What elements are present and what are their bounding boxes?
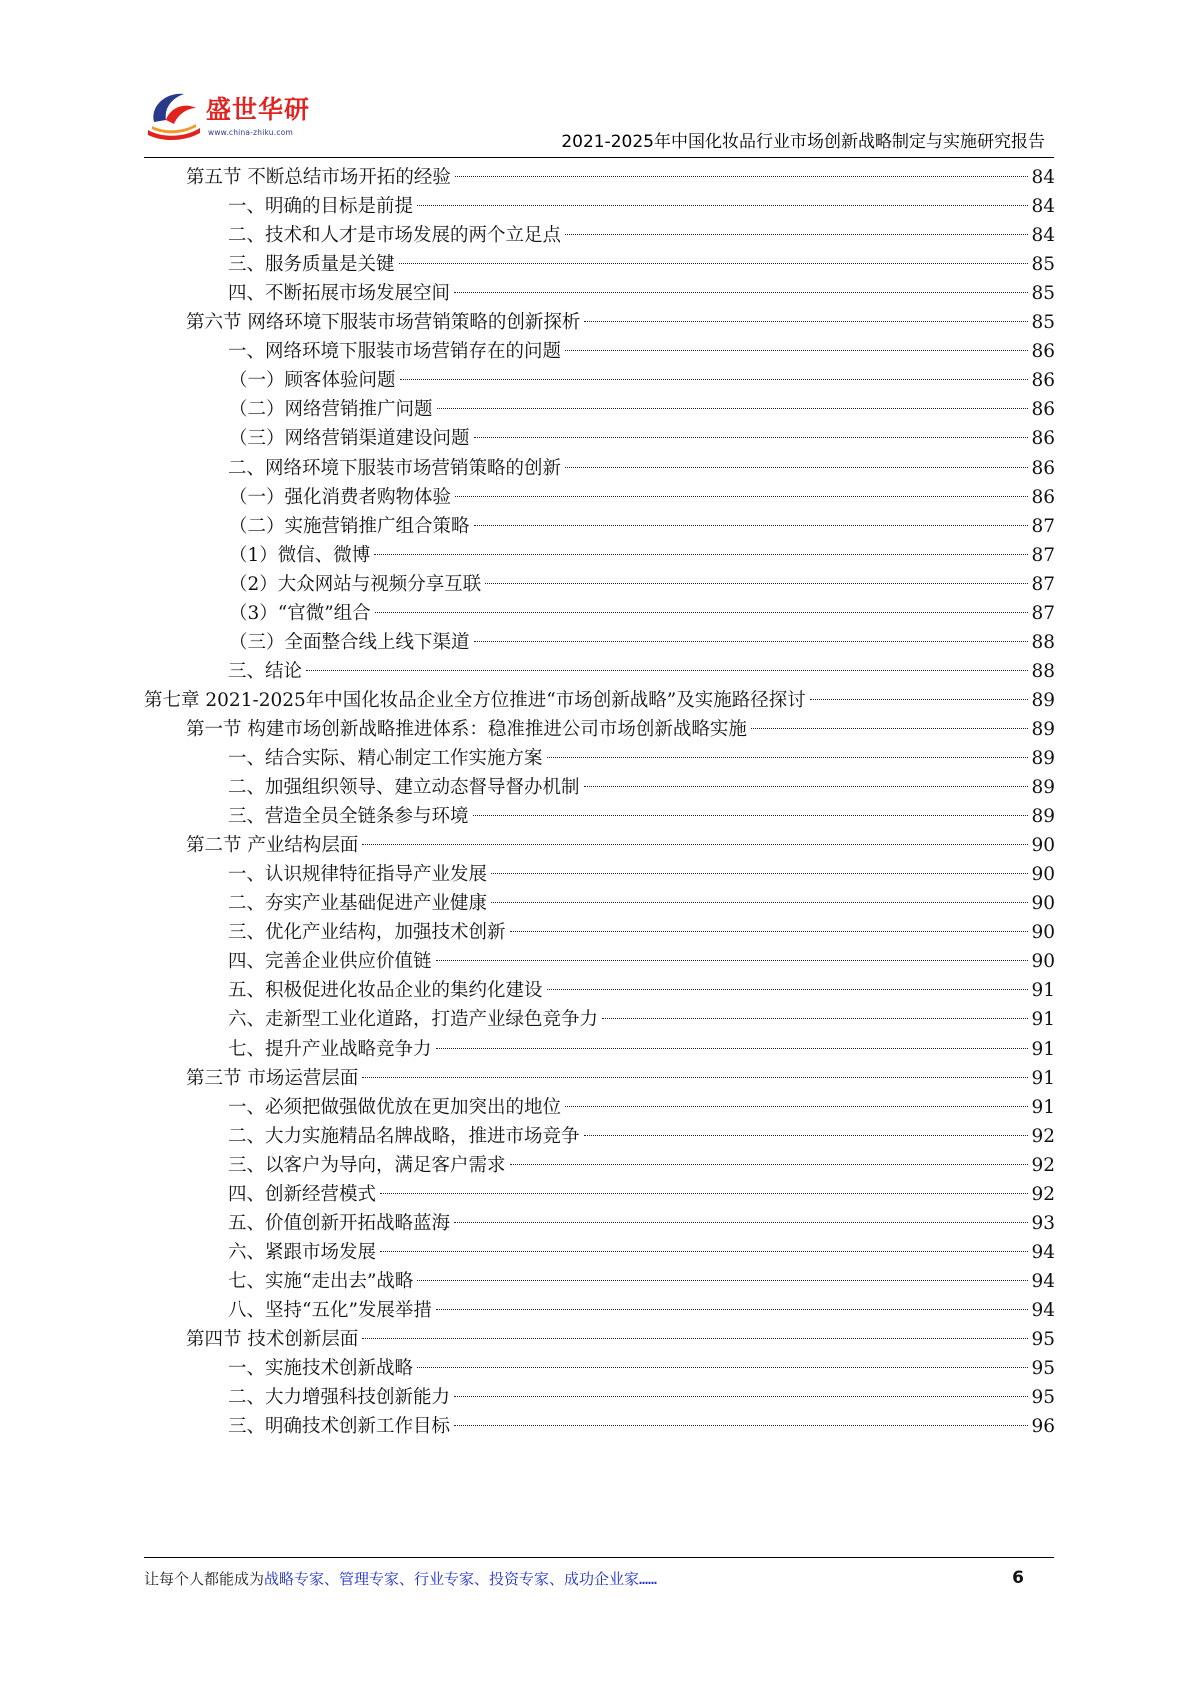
toc-entry[interactable] bbox=[228, 250, 1055, 280]
toc-entry-label: 第四节 技术创新层面 bbox=[186, 1329, 359, 1350]
toc-entry[interactable] bbox=[228, 657, 1055, 687]
logo-url: www.china-zhiku.com bbox=[208, 128, 293, 137]
toc-dot-leader bbox=[454, 1425, 1028, 1426]
toc-entry-page: 90 bbox=[1031, 922, 1055, 944]
toc-entry[interactable] bbox=[228, 1354, 1055, 1384]
toc-entry-page: 92 bbox=[1031, 1125, 1055, 1147]
toc-entry[interactable] bbox=[229, 599, 1055, 629]
toc-entry[interactable] bbox=[186, 831, 1055, 861]
toc-entry-page: 85 bbox=[1031, 312, 1055, 334]
toc-entry-page: 86 bbox=[1031, 399, 1055, 421]
toc-dot-leader bbox=[547, 989, 1029, 990]
toc-dot-leader bbox=[473, 815, 1029, 816]
toc-entry-label: 一、实施技术创新战略 bbox=[228, 1358, 414, 1380]
toc-entry-page: 87 bbox=[1031, 515, 1055, 537]
toc-entry-label: 二、大力实施精品名牌战略，推进市场竞争 bbox=[228, 1125, 580, 1147]
toc-dot-leader bbox=[491, 902, 1028, 903]
toc-entry-label: 二、技术和人才是市场发展的两个立足点 bbox=[228, 225, 562, 247]
footer-slogan-lead: 让每个人都能成为 bbox=[144, 1570, 265, 1588]
toc-entry-page: 94 bbox=[1031, 1241, 1055, 1263]
toc-entry[interactable] bbox=[228, 1035, 1055, 1065]
toc-entry-page: 87 bbox=[1031, 602, 1055, 624]
toc-entry-label: 第三节 市场运营层面 bbox=[186, 1067, 359, 1089]
toc-entry-page: 92 bbox=[1031, 1154, 1055, 1176]
toc-entry[interactable] bbox=[228, 802, 1055, 832]
toc-dot-leader bbox=[510, 931, 1029, 932]
toc-entry[interactable] bbox=[186, 163, 1055, 193]
toc-entry-page: 87 bbox=[1031, 573, 1055, 595]
toc-entry-page: 85 bbox=[1031, 254, 1055, 276]
toc-entry[interactable] bbox=[228, 1093, 1055, 1123]
toc-dot-leader bbox=[485, 583, 1028, 584]
toc-entry-page: 95 bbox=[1031, 1387, 1055, 1409]
toc-entry[interactable] bbox=[229, 512, 1055, 542]
toc-entry[interactable] bbox=[228, 918, 1055, 948]
toc-entry[interactable] bbox=[186, 1325, 1055, 1355]
toc-entry-label: （2）大众网站与视频分享互联 bbox=[229, 573, 482, 595]
toc-entry[interactable] bbox=[229, 570, 1055, 600]
toc-entry-page: 84 bbox=[1031, 225, 1055, 247]
toc-dot-leader bbox=[455, 496, 1028, 497]
toc-entry[interactable] bbox=[228, 976, 1055, 1006]
toc-entry[interactable] bbox=[228, 1209, 1055, 1239]
toc-entry-label: 三、服务质量是关键 bbox=[228, 254, 395, 276]
toc-entry[interactable] bbox=[228, 947, 1055, 977]
toc-entry-label: （三）全面整合线上线下渠道 bbox=[229, 631, 470, 653]
toc-entry-page: 88 bbox=[1031, 631, 1055, 653]
toc-dot-leader bbox=[437, 408, 1029, 409]
toc-entry-label: （一）强化消费者购物体验 bbox=[229, 486, 452, 508]
toc-entry-label: 第五节 不断总结市场开拓的经验 bbox=[186, 167, 451, 188]
toc-entry[interactable] bbox=[228, 221, 1055, 251]
toc-entry[interactable] bbox=[228, 744, 1055, 774]
toc-entry[interactable] bbox=[228, 1238, 1055, 1268]
toc-entry-page: 88 bbox=[1031, 660, 1055, 682]
toc-entry-page: 94 bbox=[1031, 1299, 1055, 1321]
toc-dot-leader bbox=[454, 1396, 1028, 1397]
toc-entry[interactable] bbox=[228, 1296, 1055, 1326]
toc-entry-page: 86 bbox=[1031, 341, 1055, 363]
toc-dot-leader bbox=[417, 1280, 1028, 1281]
toc-entry-page: 95 bbox=[1031, 1329, 1055, 1350]
toc-entry-label: 三、明确技术创新工作目标 bbox=[228, 1416, 451, 1438]
toc-entry-label: 四、创新经营模式 bbox=[228, 1183, 377, 1205]
toc-dot-leader bbox=[474, 641, 1029, 642]
toc-entry[interactable] bbox=[229, 424, 1055, 454]
toc-entry-label: 二、夯实产业基础促进产业健康 bbox=[228, 893, 488, 915]
toc-dot-leader bbox=[436, 960, 1029, 961]
toc-entry-page: 91 bbox=[1031, 1009, 1055, 1031]
toc-dot-leader bbox=[491, 873, 1028, 874]
toc-entry-page: 86 bbox=[1031, 428, 1055, 450]
toc-dot-leader bbox=[417, 1367, 1028, 1368]
toc-dot-leader bbox=[565, 234, 1028, 235]
toc-dot-leader bbox=[362, 1077, 1028, 1078]
toc-entry[interactable] bbox=[228, 889, 1055, 919]
toc-dot-leader bbox=[510, 1164, 1029, 1165]
toc-entry-label: 一、网络环境下服装市场营销存在的问题 bbox=[228, 341, 562, 363]
toc-entry-page: 89 bbox=[1031, 748, 1055, 769]
page-number: 6 bbox=[1012, 1568, 1024, 1588]
toc-dot-leader bbox=[436, 1048, 1029, 1049]
toc-dot-leader bbox=[400, 379, 1029, 380]
toc-entry[interactable] bbox=[186, 308, 1055, 338]
toc-dot-leader bbox=[455, 176, 1029, 177]
toc-entry-label: （二）实施营销推广组合策略 bbox=[229, 515, 470, 537]
toc-entry-label: 三、以客户为导向，满足客户需求 bbox=[228, 1154, 506, 1176]
toc-entry-page: 91 bbox=[1031, 1038, 1055, 1060]
toc-entry[interactable] bbox=[228, 860, 1055, 890]
toc-dot-leader bbox=[417, 205, 1028, 206]
toc-entry-page: 91 bbox=[1031, 1096, 1055, 1118]
page-footer bbox=[144, 1568, 1024, 1596]
toc-entry[interactable] bbox=[228, 454, 1055, 484]
toc-entry-label: （二）网络营销推广问题 bbox=[229, 399, 433, 421]
toc-entry[interactable] bbox=[228, 773, 1055, 803]
toc-entry-page: 90 bbox=[1031, 951, 1055, 973]
toc-entry[interactable] bbox=[228, 1383, 1055, 1413]
toc-entry-label: 五、价值创新开拓战略蓝海 bbox=[228, 1212, 451, 1234]
toc-entry-page: 91 bbox=[1031, 1067, 1055, 1089]
toc-entry-label: 二、网络环境下服装市场营销策略的创新 bbox=[228, 457, 562, 479]
toc-dot-leader bbox=[474, 525, 1029, 526]
toc-entry-label: 第二节 产业结构层面 bbox=[186, 835, 359, 857]
toc-entry[interactable] bbox=[229, 395, 1055, 425]
toc-dot-leader bbox=[474, 437, 1029, 438]
toc-entry-label: （3）“官微”组合 bbox=[229, 602, 371, 624]
toc-entry[interactable] bbox=[229, 541, 1055, 571]
toc-entry[interactable] bbox=[229, 483, 1055, 513]
toc-entry-page: 84 bbox=[1031, 196, 1055, 218]
toc-entry-label: 一、结合实际、精心制定工作实施方案 bbox=[228, 748, 543, 769]
toc-entry[interactable] bbox=[186, 1064, 1055, 1094]
toc-entry[interactable] bbox=[228, 279, 1055, 309]
footer-divider bbox=[144, 1557, 1054, 1558]
toc-dot-leader bbox=[436, 1309, 1029, 1310]
toc-entry-label: 六、走新型工业化道路，打造产业绿色竞争力 bbox=[228, 1009, 599, 1031]
toc-entry-page: 89 bbox=[1031, 777, 1055, 799]
toc-entry-label: 一、明确的目标是前提 bbox=[228, 196, 414, 218]
toc-dot-leader bbox=[362, 1338, 1028, 1339]
toc-entry-page: 92 bbox=[1031, 1183, 1055, 1205]
toc-entry-page: 84 bbox=[1031, 167, 1055, 188]
toc-entry-page: 95 bbox=[1031, 1358, 1055, 1380]
toc-dot-leader bbox=[399, 263, 1029, 264]
toc-entry-page: 86 bbox=[1031, 370, 1055, 392]
toc-entry[interactable] bbox=[228, 1180, 1055, 1210]
toc-entry[interactable] bbox=[228, 1151, 1055, 1181]
toc-dot-leader bbox=[565, 1106, 1028, 1107]
toc-entry-label: 三、结论 bbox=[228, 660, 303, 682]
footer-slogan-highlight: 战略专家、管理专家、行业专家、投资专家、成功企业家…… bbox=[264, 1570, 658, 1588]
toc-entry-page: 89 bbox=[1031, 806, 1055, 828]
toc-entry-label: 第一节 构建市场创新战略推进体系：稳准推进公司市场创新战略实施 bbox=[186, 718, 747, 740]
toc-entry-page: 87 bbox=[1031, 544, 1055, 566]
toc-entry-label: 五、积极促进化妆品企业的集约化建设 bbox=[228, 980, 543, 1002]
toc-dot-leader bbox=[584, 1135, 1029, 1136]
toc-dot-leader bbox=[380, 1193, 1028, 1194]
toc-entry-page: 90 bbox=[1031, 835, 1055, 857]
toc-dot-leader bbox=[547, 757, 1029, 758]
toc-dot-leader bbox=[584, 321, 1028, 322]
toc-entry-page: 91 bbox=[1031, 980, 1055, 1002]
toc-entry-page: 89 bbox=[1031, 718, 1055, 740]
toc-dot-leader bbox=[454, 292, 1028, 293]
toc-entry-label: 四、不断拓展市场发展空间 bbox=[228, 283, 451, 305]
toc-entry-label: （一）顾客体验问题 bbox=[229, 370, 396, 392]
toc-entry[interactable] bbox=[228, 1005, 1055, 1035]
toc-entry-page: 90 bbox=[1031, 893, 1055, 915]
toc-entry-page: 90 bbox=[1031, 864, 1055, 886]
toc-entry-label: 七、提升产业战略竞争力 bbox=[228, 1038, 432, 1060]
toc-entry[interactable] bbox=[144, 686, 1055, 716]
header-divider bbox=[144, 157, 1054, 158]
toc-dot-leader bbox=[565, 467, 1028, 468]
toc-dot-leader bbox=[565, 350, 1028, 351]
toc-dot-leader bbox=[810, 699, 1029, 700]
toc-entry-label: 一、必须把做强做优放在更加突出的地位 bbox=[228, 1096, 562, 1118]
toc-entry-page: 85 bbox=[1031, 283, 1055, 305]
toc-entry-page: 89 bbox=[1031, 689, 1055, 711]
toc-dot-leader bbox=[375, 612, 1029, 613]
toc-entry-label: 二、大力增强科技创新能力 bbox=[228, 1387, 451, 1409]
toc-entry-label: （三）网络营销渠道建设问题 bbox=[229, 428, 470, 450]
toc-entry[interactable] bbox=[229, 366, 1055, 396]
toc-entry-label: （1）微信、微博 bbox=[229, 544, 371, 566]
toc-dot-leader bbox=[362, 844, 1028, 845]
toc-entry-page: 93 bbox=[1031, 1212, 1055, 1234]
document-title: 2021-2025年中国化妆品行业市场创新战略制定与实施研究报告 bbox=[561, 132, 1045, 152]
toc-entry-label: 第七章 2021-2025年中国化妆品企业全方位推进“市场创新战略”及实施路径探讨 bbox=[144, 689, 806, 711]
toc-dot-leader bbox=[454, 1222, 1028, 1223]
toc-dot-leader bbox=[380, 1251, 1028, 1252]
toc-dot-leader bbox=[374, 554, 1028, 555]
logo-swirl-icon bbox=[144, 86, 204, 144]
toc-entry-label: 八、坚持“五化”发展举措 bbox=[228, 1299, 432, 1321]
toc-entry-label: 一、认识规律特征指导产业发展 bbox=[228, 864, 488, 886]
toc-entry[interactable] bbox=[228, 1412, 1055, 1442]
toc-entry[interactable] bbox=[229, 628, 1055, 658]
logo-name: 盛世华研 bbox=[206, 95, 311, 124]
toc-entry-page: 96 bbox=[1031, 1416, 1055, 1438]
toc-entry-label: 三、优化产业结构，加强技术创新 bbox=[228, 922, 506, 944]
toc-dot-leader bbox=[602, 1018, 1028, 1019]
toc-entry-page: 86 bbox=[1031, 457, 1055, 479]
toc-entry-label: 三、营造全员全链条参与环境 bbox=[228, 806, 469, 828]
toc-entry-label: 七、实施“走出去”战略 bbox=[228, 1270, 414, 1292]
page-header bbox=[144, 84, 1054, 158]
toc-entry-page: 86 bbox=[1031, 486, 1055, 508]
toc-entry-label: 第六节 网络环境下服装市场营销策略的创新探析 bbox=[186, 312, 581, 334]
toc-dot-leader bbox=[306, 670, 1028, 671]
toc-dot-leader bbox=[584, 786, 1029, 787]
toc-entry-page: 94 bbox=[1031, 1270, 1055, 1292]
toc-entry[interactable] bbox=[228, 192, 1055, 222]
toc-entry-label: 六、紧跟市场发展 bbox=[228, 1241, 377, 1263]
toc-entry[interactable] bbox=[186, 715, 1055, 745]
company-logo bbox=[144, 84, 314, 146]
toc-entry-label: 二、加强组织领导、建立动态督导督办机制 bbox=[228, 777, 580, 799]
toc-entry[interactable] bbox=[228, 1267, 1055, 1297]
toc-dot-leader bbox=[751, 728, 1029, 729]
toc-entry-label: 四、完善企业供应价值链 bbox=[228, 951, 432, 973]
toc-entry[interactable] bbox=[228, 337, 1055, 367]
toc-entry[interactable] bbox=[228, 1122, 1055, 1152]
